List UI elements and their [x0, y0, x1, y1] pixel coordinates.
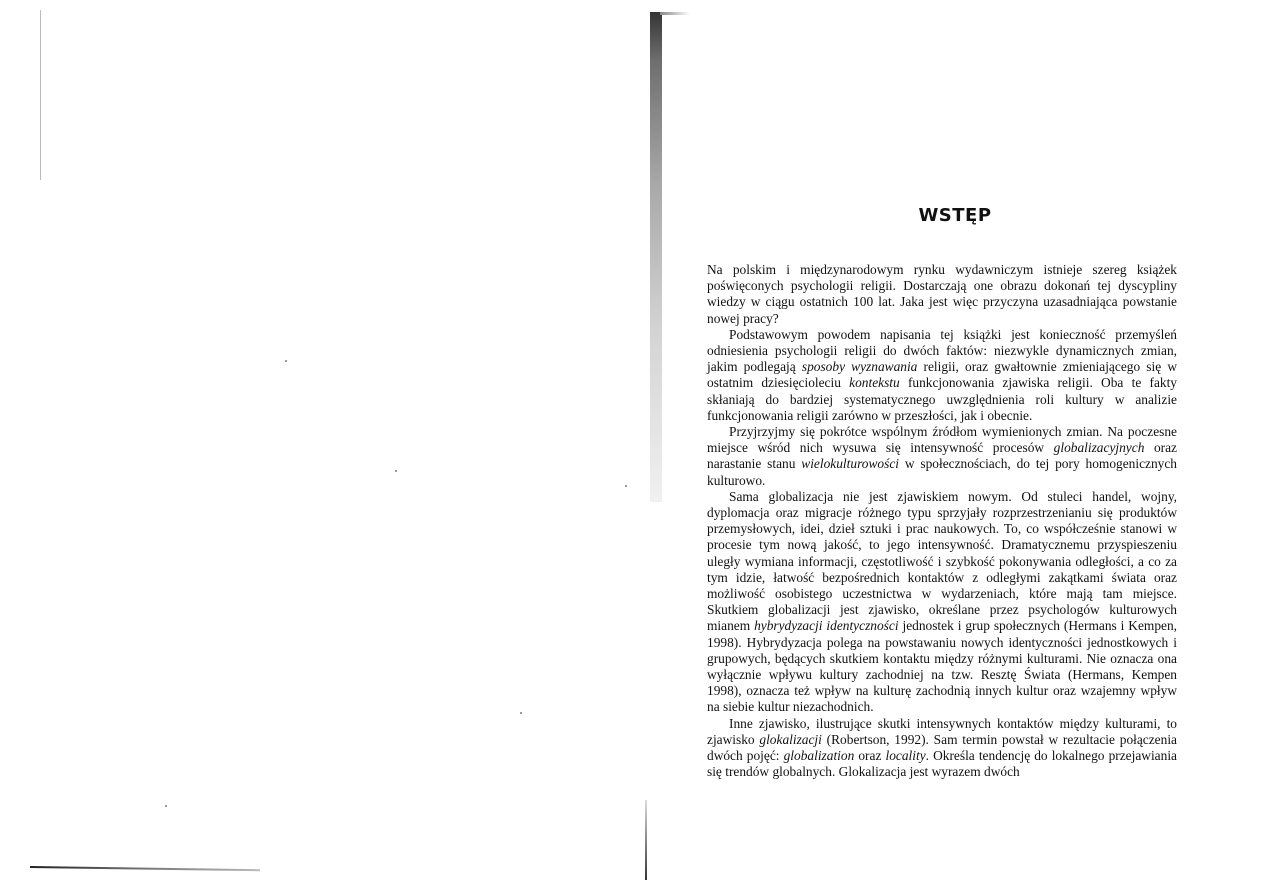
paragraph [707, 424, 1177, 489]
scan-speck [285, 360, 287, 362]
paragraph [707, 489, 1177, 716]
text-run: Podstawowym powodem napisania tej książki jest konieczność przemyśleń odniesienia psychologii religii do dwóch faktów: niezwykle dynamicznych zmian, jakim podlegają [707, 326, 1177, 375]
italic-term: kontekstu [849, 375, 900, 391]
text-run: religii, oraz gwałtownie zmieniającego się w ostatnim dziesięcioleciu [707, 359, 1177, 391]
italic-term: sposoby wyznawania [801, 359, 918, 375]
chapter-title: WSTĘP [918, 205, 992, 226]
italic-term: locality [885, 748, 926, 764]
text-run: w społecznościach, do tej pory homogenicznych kulturowo. [707, 456, 1177, 488]
text-run: funkcjonowania zjawiska religii. Oba te fakty skłaniają do bardziej systematycznego uwzględnienia roli kultury w analizie funkcjonowania religii zarówno w przeszłości, jak i obecnie. [707, 375, 1177, 423]
page-edge-artifact [40, 10, 41, 180]
italic-term: globalizacyjnych [1053, 440, 1145, 456]
italic-term: wielokulturowości [801, 456, 899, 472]
paragraph [707, 327, 1177, 424]
paragraph [707, 716, 1177, 781]
text-run: Sama globalizacja nie jest zjawiskiem nowym. Od stuleci handel, wojny, dyplomacja oraz migracje różnego typu sprzyjały rozprzestrzenianiu się produktów przemysłowych, idei, dzieł sztuki i prac naukowych. To, co współcześnie stanowi w procesie tym nową jakość, to jego intensywność. Dramatycznemu przyspieszeniu uległy wymiana informacji, częstotliwość i szybkość pokonywania odległości, a co za tym idzie, łatwość bezpośrednich kontaktów z odległymi zakątkami świata oraz możliwość osobistego uczestnictwa w wydarzeniach, które mają tam miejsce. Skutkiem globalizacji jest zjawisko, określane przez psychologów kulturowych mianem [707, 488, 1177, 634]
text-run: Przyjrzyjmy się pokrótce wspólnym źródłom wymienionych zmian. Na poczesne miejsce wśród nich wysuwa się intensywność procesów [707, 424, 1177, 456]
italic-term: globalization [783, 748, 855, 764]
text-run: oraz narastanie stanu [707, 440, 1178, 472]
text-run: jednostek i grup społecznych (Hermans i Kempen, 1998). Hybrydyzacja polega na powstawaniu nowych identyczności jednostkowych i grupowych, będących skutkiem kontaktu między różnymi kulturami. Nie oznacza ona wyłącznie wpływu kultury zachodniej na tzw. Resztę Świata (Hermans, Kempen 1998), oznacza też wpływ na kulturę zachodnią innych kultur oraz wzajemny wpływ na siebie kultur niezachodnich. [707, 618, 1177, 715]
text-run: Inne zjawisko, ilustrujące skutki intensywnych kontaktów między kulturami, to zjawisko [707, 715, 1177, 747]
text-run: . Określa tendencję do lokalnego przejawiania się trendów globalnych. Glokalizacja jest wyrazem dwóch [707, 748, 1177, 780]
scan-speck [165, 805, 167, 807]
scan-speck [625, 485, 627, 487]
text-run: oraz [854, 748, 886, 764]
italic-term: hybrydyzacji identyczności [754, 618, 899, 634]
body-text [707, 262, 1177, 781]
text-run: (Robertson, 1992). Sam termin powstał w rezultacie połączenia dwóch pojęć: [707, 731, 1177, 764]
scan-speck [520, 712, 522, 714]
text-run: Na polskim i międzynarodowym rynku wydawniczym istnieje szereg książek poświęconych psychologii religii. Dostarczają one obrazu dokonań tej dyscypliny wiedzy w ciągu ostatnich 100 lat. Jaka jest więc przyczyna uzasadniająca powstanie nowej pracy? [707, 262, 1177, 326]
italic-term: glokalizacji [759, 731, 822, 747]
scan-speck [395, 470, 397, 472]
paragraph [707, 262, 1177, 327]
page-bottom-edge-artifact [30, 866, 260, 871]
